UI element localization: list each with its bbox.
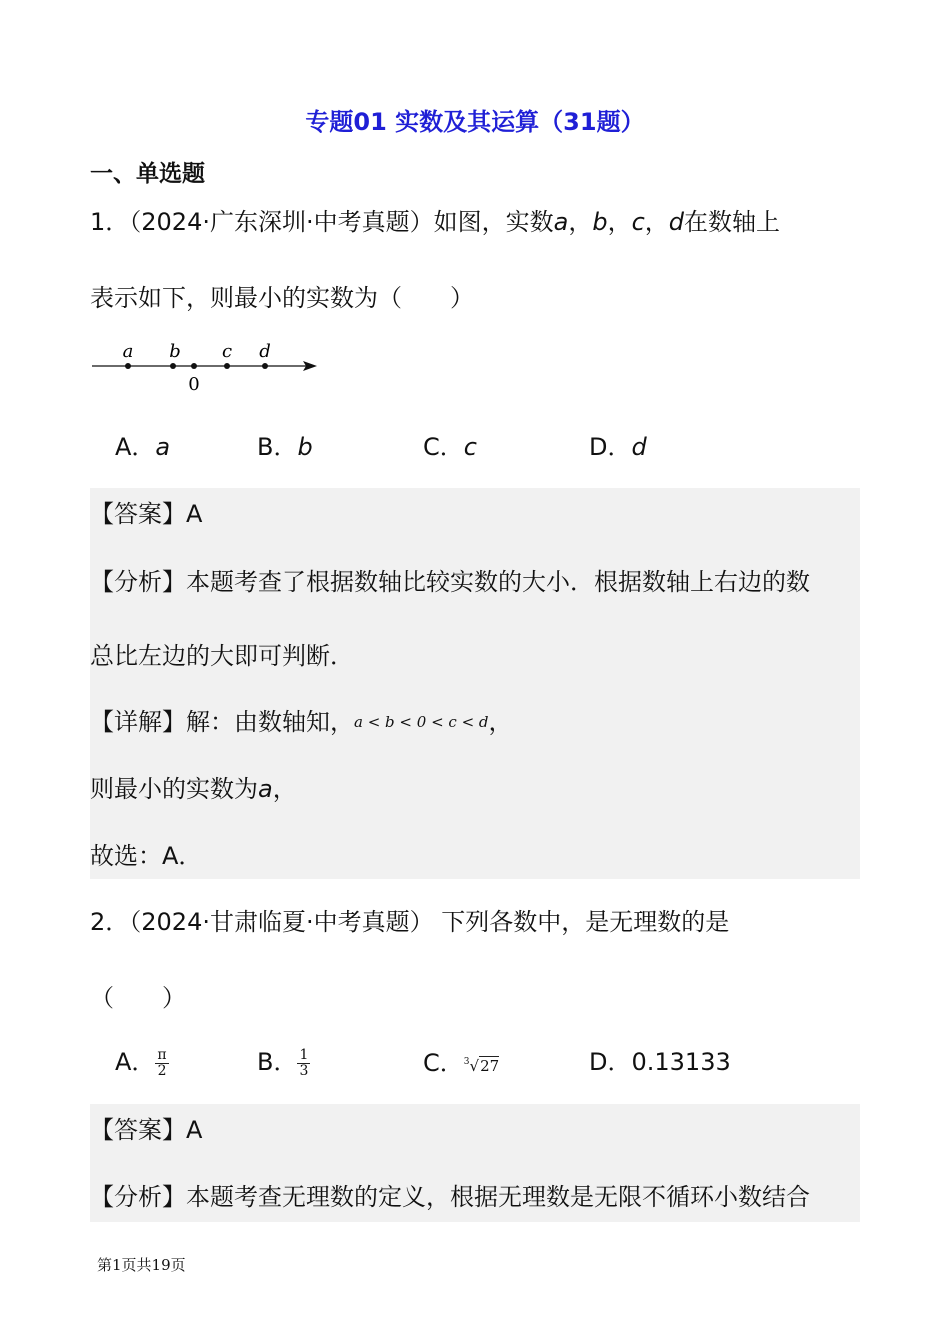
option-value: d [631, 433, 647, 461]
q1-conclusion-suffix: ， [272, 775, 297, 803]
q2-answer: 【答案】A [90, 1116, 203, 1144]
q2-option-a[interactable] [115, 1046, 169, 1079]
q2-stem-line2: （ ） [90, 984, 186, 1012]
option-letter: C． [423, 433, 464, 461]
option-value: b [297, 433, 313, 461]
q1-answer-box [90, 488, 860, 879]
fraction-pi-over-2 [155, 1048, 168, 1079]
option-letter: A． [115, 1048, 156, 1076]
q2-option-d[interactable] [589, 1046, 731, 1078]
label-b: b [169, 341, 181, 362]
section-heading: 一、单选题 [90, 161, 205, 187]
point-c [224, 363, 230, 369]
q1-option-d[interactable] [589, 431, 647, 463]
q1-stem-line1 [90, 206, 780, 238]
q2-stem-line1: 2．（2024·甘肃临夏·中考真题） 下列各数中，是无理数的是 [90, 908, 730, 936]
option-letter: D． [589, 1048, 632, 1076]
radical-sign-icon: √ [469, 1057, 480, 1075]
q1-var-a: a [553, 208, 569, 236]
cube-root [464, 1057, 499, 1075]
option-letter: B． [257, 433, 298, 461]
q1-conclusion-prefix: 则最小的实数为 [90, 775, 258, 803]
q1-option-c[interactable] [423, 431, 477, 463]
q1-var-b: b [592, 208, 608, 236]
label-c: c [221, 341, 233, 362]
point-a [125, 363, 131, 369]
option-value: 0.13133 [631, 1048, 731, 1076]
q1-choice: 故选：A． [90, 842, 203, 870]
fraction-one-third [297, 1048, 310, 1079]
page-title: 专题01 实数及其运算（31题） [305, 108, 645, 136]
q1-sep: ， [607, 208, 632, 236]
q1-detail [90, 706, 513, 738]
q1-var-d: d [668, 208, 684, 236]
q1-conclusion [90, 773, 297, 805]
q1-detail-prefix: 【详解】解：由数轴知， [90, 708, 354, 736]
point-zero [191, 363, 197, 369]
q2-option-b[interactable] [257, 1046, 310, 1079]
point-d [262, 363, 268, 369]
q1-sep: ， [568, 208, 593, 236]
label-zero: 0 [188, 374, 200, 395]
denominator: 2 [157, 1062, 167, 1079]
option-letter: C． [423, 1049, 464, 1077]
root-index: 3 [463, 1057, 470, 1067]
denominator: 3 [299, 1062, 309, 1079]
q1-stem-line2: 表示如下，则最小的实数为（ ） [90, 284, 474, 312]
q1-detail-inequality: a < b < 0 < c < d [354, 713, 489, 731]
point-b [170, 363, 176, 369]
q1-stem-suffix: 在数轴上 [684, 208, 780, 236]
option-letter: B． [257, 1048, 298, 1076]
option-value: c [463, 433, 477, 461]
radicand: 27 [480, 1057, 500, 1075]
numerator: 1 [299, 1046, 309, 1063]
q2-option-c[interactable] [423, 1046, 499, 1082]
page-footer: 第1页共19页 [97, 1256, 186, 1274]
q1-option-a[interactable] [115, 431, 170, 463]
label-d: d [259, 341, 271, 362]
q1-stem-prefix: 1．（2024·广东深圳·中考真题）如图，实数 [90, 208, 554, 236]
q1-option-b[interactable] [257, 431, 313, 463]
q1-answer: 【答案】A [90, 500, 203, 528]
q1-analysis-line1: 【分析】本题考查了根据数轴比较实数的大小．根据数轴上右边的数 [90, 568, 810, 596]
number-line-figure [88, 336, 328, 398]
q1-sep: ， [644, 208, 669, 236]
q1-analysis-line2: 总比左边的大即可判断． [90, 642, 354, 670]
option-letter: D． [589, 433, 632, 461]
option-letter: A． [115, 433, 156, 461]
q1-detail-suffix: ， [488, 708, 513, 736]
q1-conclusion-var: a [258, 775, 273, 803]
numerator: π [157, 1046, 167, 1063]
option-value: a [155, 433, 171, 461]
label-a: a [122, 341, 134, 362]
q1-var-c: c [631, 208, 645, 236]
q2-analysis-line1: 【分析】本题考查无理数的定义，根据无理数是无限不循环小数结合 [90, 1183, 810, 1211]
